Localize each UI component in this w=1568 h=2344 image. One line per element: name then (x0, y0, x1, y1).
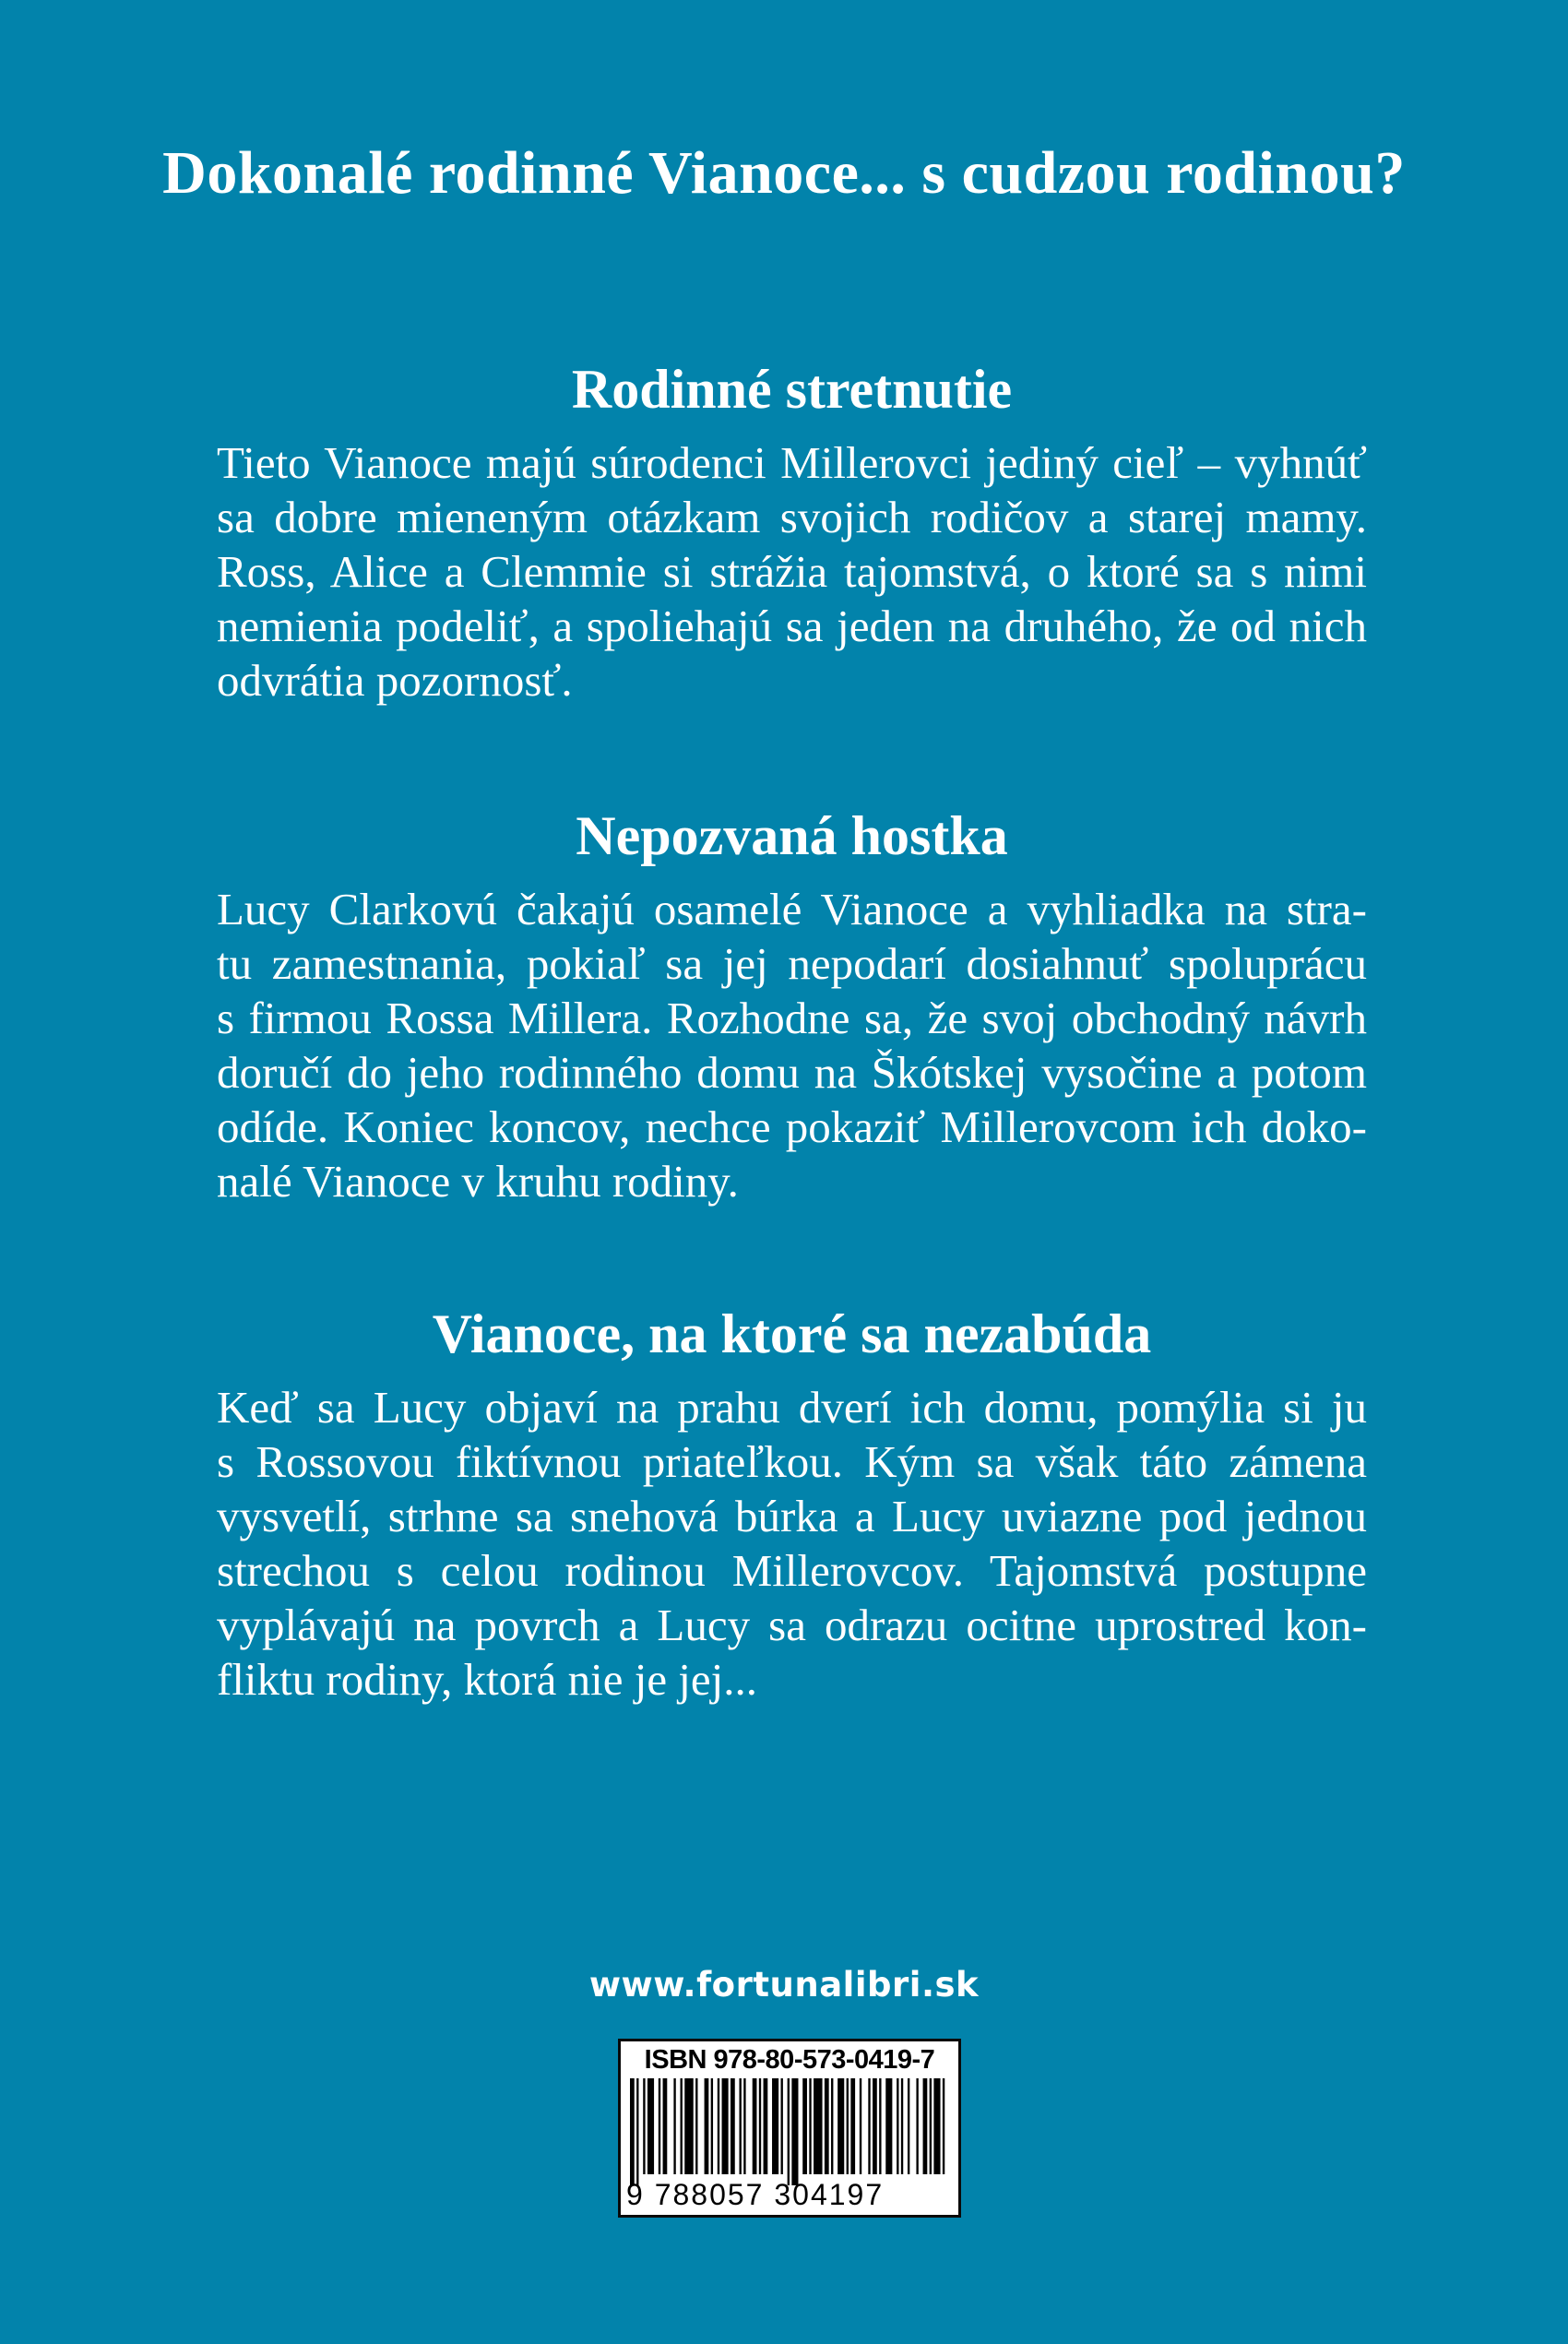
barcode-bar (809, 2078, 811, 2174)
section-body (217, 435, 1367, 708)
barcode-bar (788, 2078, 790, 2185)
barcode-bar (673, 2078, 675, 2174)
barcode-bar (879, 2078, 881, 2174)
barcode-bar (722, 2078, 729, 2174)
barcode-bar (860, 2078, 861, 2174)
section-heading: Rodinné stretnutie (571, 359, 1013, 420)
body-line: vyplávajú na povrch a Lucy sa odrazu ocitne uprostred kon- (217, 1600, 1367, 1650)
barcode-bar (885, 2078, 892, 2174)
barcode-bar (647, 2078, 654, 2174)
barcode-bar (825, 2078, 829, 2174)
body-line: s firmou Rossa Millera. Rozhodne sa, že svoj obchodný návrh (217, 993, 1367, 1043)
barcode-bar (753, 2078, 757, 2174)
barcode-bar (868, 2078, 870, 2174)
body-line: s Rossovou fiktívnou priateľkou. Kým sa však táto zámena (217, 1436, 1367, 1487)
isbn-label: ISBN 978-80-573-0419-7 (644, 2045, 935, 2075)
barcode-bar (802, 2078, 807, 2174)
barcode-bar (814, 2078, 822, 2174)
barcode-bar (901, 2078, 903, 2174)
section-rodinne-stretnutie (217, 356, 1367, 708)
section-body (217, 1380, 1367, 1707)
barcode-bar (731, 2078, 735, 2174)
body-line: Ross, Alice a Clemmie si strážia tajomstvá, o ktoré sa s nimi (217, 546, 1367, 597)
barcode-bar (695, 2078, 697, 2174)
barcode-bar (681, 2078, 683, 2174)
barcode-bar (630, 2078, 635, 2185)
barcode-bar (739, 2078, 741, 2174)
barcode-bar (636, 2078, 638, 2185)
barcode-bar (831, 2078, 833, 2174)
body-line: sa dobre mieneným otázkam svojich rodičov a starej mamy. (217, 492, 1367, 542)
body-line: vysvetlí, strhne sa snehová búrka a Lucy uviazne pod jednou (217, 1491, 1367, 1541)
section-nepozvana-hostka (217, 803, 1367, 1208)
body-line: Lucy Clarkovú čakajú osamelé Vianoce a vyhliadka na stra- (217, 884, 1367, 934)
barcode-bar (930, 2078, 932, 2174)
barcode-bar (663, 2078, 668, 2174)
barcode-bar (873, 2078, 877, 2174)
barcode-bar (897, 2078, 898, 2174)
barcode-bar (643, 2078, 645, 2174)
barcode-bars-icon (630, 2078, 949, 2185)
isbn-barcode (618, 2039, 961, 2218)
section-body (217, 882, 1367, 1208)
barcode-bar (659, 2078, 660, 2174)
barcode-bar (711, 2078, 713, 2174)
section-heading: Nepozvaná hostka (576, 805, 1008, 866)
body-line: odvrátia pozornosť. (217, 655, 573, 706)
barcode-bar (908, 2078, 909, 2174)
barcode-bar (933, 2078, 940, 2174)
barcode-bar (772, 2078, 778, 2174)
body-line: strechou s celou rodinou Millerovcov. Tajomstvá postupne (217, 1545, 1367, 1596)
barcode-bar (764, 2078, 768, 2174)
barcode-bar (791, 2078, 798, 2185)
body-line: nalé Vianoce v kruhu rodiny. (217, 1156, 739, 1207)
body-line: nemienia podeliť, a spoliehajú sa jeden na druhého, že od nich (217, 601, 1367, 651)
barcode-bar (684, 2078, 693, 2174)
barcode-bar (923, 2078, 928, 2174)
barcode-bar (705, 2078, 709, 2174)
body-line: odíde. Koniec koncov, nechce pokaziť Millerovcom ich doko- (217, 1101, 1367, 1152)
barcode-bar (837, 2078, 844, 2174)
section-heading: Vianoce, na ktoré sa nezabúda (432, 1303, 1152, 1364)
body-line: Tieto Vianoce majú súrodenci Millerovci jediný cieľ – vyhnúť (217, 437, 1367, 488)
tagline: Dokonalé rodinné Vianoce... s cudzou rodinou? (162, 139, 1406, 207)
body-line: tu zamestnania, pokiaľ sa jej nepodarí dosiahnuť spoluprácu (217, 938, 1367, 989)
publisher-website[interactable]: www.fortunalibri.sk (588, 1965, 980, 2005)
barcode-bar (781, 2078, 783, 2174)
barcode-bar (759, 2078, 761, 2174)
barcode-bar (718, 2078, 719, 2174)
barcode-bar (743, 2078, 745, 2174)
body-line: doručí do jeho rodinného domu na Škótskej vysočine a potom (217, 1047, 1367, 1098)
section-vianoce-na-ktore-sa-nezabuda (217, 1301, 1367, 1707)
barcode-digits: 9 788057 304197 (626, 2178, 885, 2211)
barcode-bar (850, 2078, 855, 2174)
body-line: fliktu rodiny, ktorá nie je jej... (217, 1654, 758, 1705)
barcode-bar (847, 2078, 849, 2174)
barcode-bar (943, 2078, 944, 2174)
body-line: Keď sa Lucy objaví na prahu dverí ich domu, pomýlia si ju (217, 1382, 1367, 1433)
barcode-bar (916, 2078, 918, 2174)
